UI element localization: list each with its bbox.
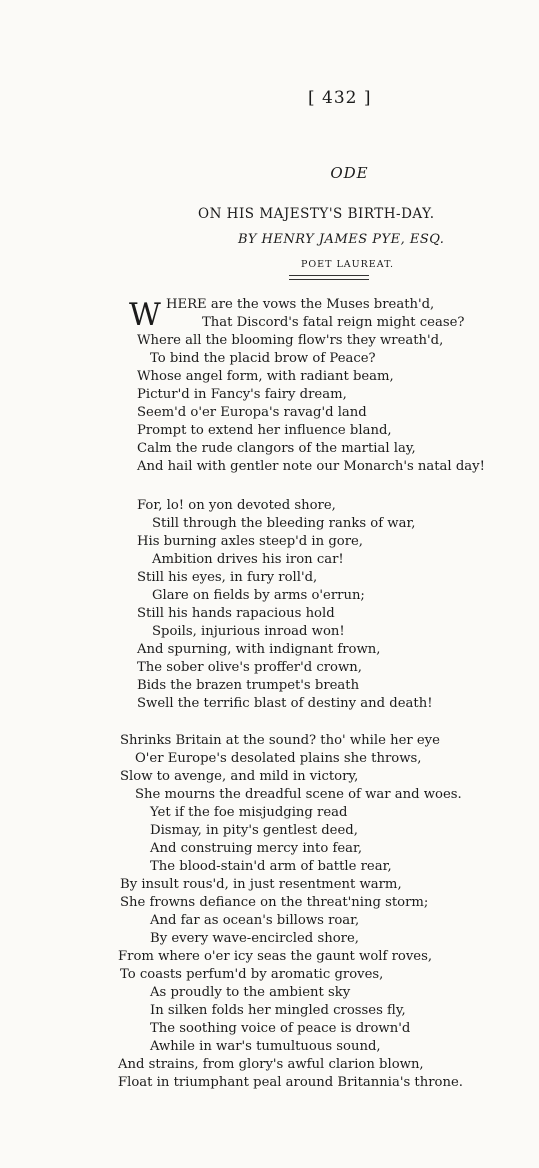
- poem-line: Pictur'd in Fancy's fairy dream,: [137, 387, 347, 402]
- title-rule-top: [289, 275, 369, 276]
- page-number: [ 432 ]: [308, 88, 372, 108]
- poem-line: Still his eyes, in fury roll'd,: [137, 570, 318, 585]
- poem-line: By insult rous'd, in just resentment warm,: [120, 877, 402, 892]
- poem-line: That Discord's fatal reign might cease?: [202, 315, 465, 330]
- poem-line: Still through the bleeding ranks of war,: [152, 516, 416, 531]
- poem-line: Prompt to extend her influence bland,: [137, 423, 392, 438]
- poem-line: She mourns the dreadful scene of war and woes.: [135, 787, 462, 802]
- poem-line: Where all the blooming flow'rs they wreath'd,: [137, 333, 444, 348]
- poem-line: And construing mercy into fear,: [150, 841, 363, 856]
- drop-cap: W: [129, 297, 161, 333]
- poem-line: And spurning, with indignant frown,: [137, 642, 381, 657]
- poem-line: Glare on fields by arms o'errun;: [152, 588, 365, 603]
- poem-line: HERE are the vows the Muses breath'd,: [166, 297, 435, 312]
- poem-line: Calm the rude clangors of the martial lay,: [137, 441, 416, 456]
- poem-line: For, lo! on yon devoted shore,: [137, 498, 336, 513]
- poem-line: Dismay, in pity's gentlest deed,: [150, 823, 358, 838]
- poem-line: Spoils, injurious inroad won!: [152, 624, 345, 639]
- poem-line: She frowns defiance on the threat'ning storm;: [120, 895, 429, 910]
- ode-title: ODE: [330, 164, 369, 182]
- poem-line: By every wave-encircled shore,: [150, 931, 359, 946]
- poem-line: And strains, from glory's awful clarion blown,: [118, 1057, 424, 1072]
- ode-author: BY HENRY JAMES PYE, ESQ.: [238, 232, 445, 247]
- poem-line: In silken folds her mingled crosses fly,: [150, 1003, 406, 1018]
- title-rule-bottom: [289, 279, 369, 280]
- poem-line: Yet if the foe misjudging read: [150, 805, 348, 820]
- poem-line: As proudly to the ambient sky: [150, 985, 351, 1000]
- poem-line: Ambition drives his iron car!: [152, 552, 344, 567]
- poem-line: And far as ocean's billows roar,: [150, 913, 360, 928]
- poem-line: To bind the placid brow of Peace?: [150, 351, 376, 366]
- poet-laureate-label: POET LAUREAT.: [301, 259, 395, 270]
- ode-subtitle: ON HIS MAJESTY'S BIRTH-DAY.: [198, 206, 435, 222]
- poem-line: O'er Europe's desolated plains she throws,: [135, 751, 422, 766]
- poem-line: Seem'd o'er Europa's ravag'd land: [137, 405, 367, 420]
- poem-line: His burning axles steep'd in gore,: [137, 534, 363, 549]
- poem-line: Awhile in war's tumultuous sound,: [150, 1039, 381, 1054]
- poem-line: Shrinks Britain at the sound? tho' while her eye: [120, 733, 440, 748]
- poem-line: The soothing voice of peace is drown'd: [150, 1021, 411, 1036]
- poem-line: The sober olive's proffer'd crown,: [137, 660, 362, 675]
- poem-line: Float in triumphant peal around Britannia's throne.: [118, 1075, 463, 1090]
- poem-line: Still his hands rapacious hold: [137, 606, 335, 621]
- poem-line: Bids the brazen trumpet's breath: [137, 678, 360, 693]
- poem-line: And hail with gentler note our Monarch's natal day!: [137, 459, 485, 474]
- poem-line: Swell the terrific blast of destiny and death!: [137, 696, 433, 711]
- poem-line: The blood-stain'd arm of battle rear,: [150, 859, 392, 874]
- poem-line: Whose angel form, with radiant beam,: [137, 369, 394, 384]
- poem-line: Slow to avenge, and mild in victory,: [120, 769, 359, 784]
- poem-line: To coasts perfum'd by aromatic groves,: [120, 967, 384, 982]
- poem-line: From where o'er icy seas the gaunt wolf roves,: [118, 949, 433, 964]
